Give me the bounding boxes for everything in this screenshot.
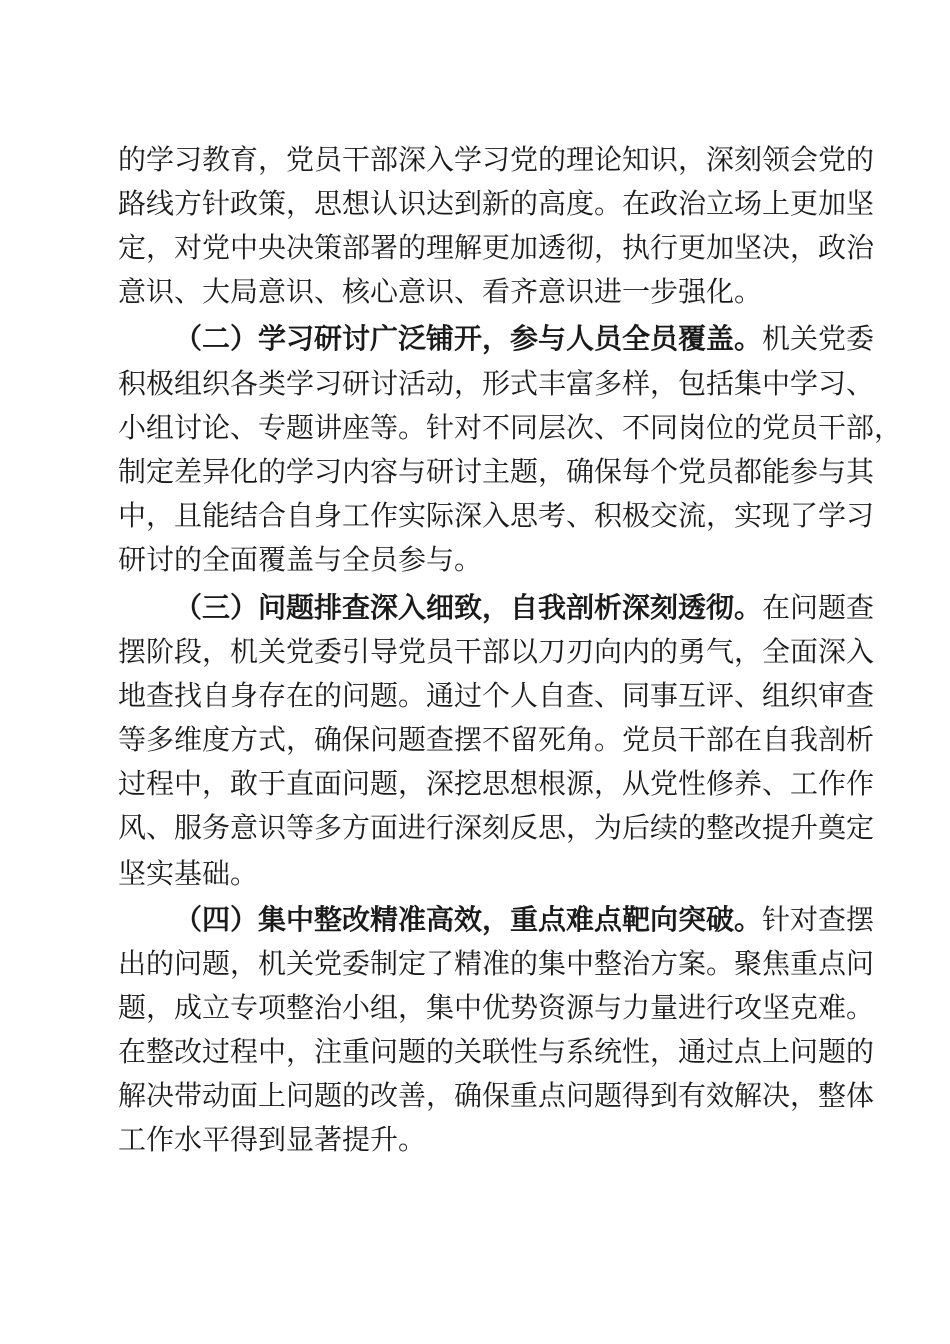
section-heading-line <box>174 586 875 630</box>
paragraph-line: 摆阶段，机关党委引导党员干部以刀刃向内的勇气，全面深入 <box>118 635 875 668</box>
section-heading-line <box>174 898 875 942</box>
section-heading: （三）问题排查深入细致，自我剖析深刻透彻。 <box>174 591 763 624</box>
paragraph-line: 定，对党中央决策部署的理解更加透彻，执行更加坚决，政治 <box>118 231 875 264</box>
paragraph-line: 在整改过程中，注重问题的关联性与系统性，通过点上问题的 <box>118 1035 875 1068</box>
section-heading-line <box>174 317 875 361</box>
heading-line-rest: 在问题查 <box>762 591 875 624</box>
paragraph-line: 解决带动面上问题的改善，确保重点问题得到有效解决，整体 <box>118 1079 875 1112</box>
paragraph-line: 过程中，敢于直面问题，深挖思想根源，从党性修养、工作作 <box>118 767 875 800</box>
paragraph-line: 等多维度方式，确保问题查摆不留死角。党员干部在自我剖析 <box>118 723 875 756</box>
paragraph-line: 工作水平得到显著提升。 <box>118 1123 427 1156</box>
paragraph-line: 坚实基础。 <box>118 857 259 890</box>
paragraph-line: 意识、大局意识、核心意识、看齐意识进一步强化。 <box>118 275 763 308</box>
paragraph-line: 小组讨论、专题讲座等。针对不同层次、不同岗位的党员干部， <box>118 411 903 444</box>
heading-line-rest: 机关党委 <box>762 322 875 355</box>
section-heading: （二）学习研讨广泛铺开，参与人员全员覆盖。 <box>174 322 763 355</box>
paragraph-line: 制定差异化的学习内容与研讨主题，确保每个党员都能参与其 <box>118 455 875 488</box>
paragraph-line: 地查找自身存在的问题。通过个人自查、同事互评、组织审查 <box>118 679 875 712</box>
paragraph-line: 中，且能结合自身工作实际深入思考、积极交流，实现了学习 <box>118 499 875 532</box>
heading-line-rest: 针对查摆 <box>762 903 875 936</box>
section-heading: （四）集中整改精准高效，重点难点靶向突破。 <box>174 903 763 936</box>
paragraph-line: 的学习教育，党员干部深入学习党的理论知识，深刻领会党的 <box>118 143 875 176</box>
paragraph-line: 积极组织各类学习研讨活动，形式丰富多样，包括集中学习、 <box>118 367 875 400</box>
paragraph-line: 研讨的全面覆盖与全员参与。 <box>118 543 483 576</box>
paragraph-line: 路线方针政策，思想认识达到新的高度。在政治立场上更加坚 <box>118 187 875 220</box>
paragraph-line: 出的问题，机关党委制定了精准的集中整治方案。聚焦重点问 <box>118 947 875 980</box>
paragraph-line: 风、服务意识等多方面进行深刻反思，为后续的整改提升奠定 <box>118 811 875 844</box>
paragraph-line: 题，成立专项整治小组，集中优势资源与力量进行攻坚克难。 <box>118 991 875 1024</box>
